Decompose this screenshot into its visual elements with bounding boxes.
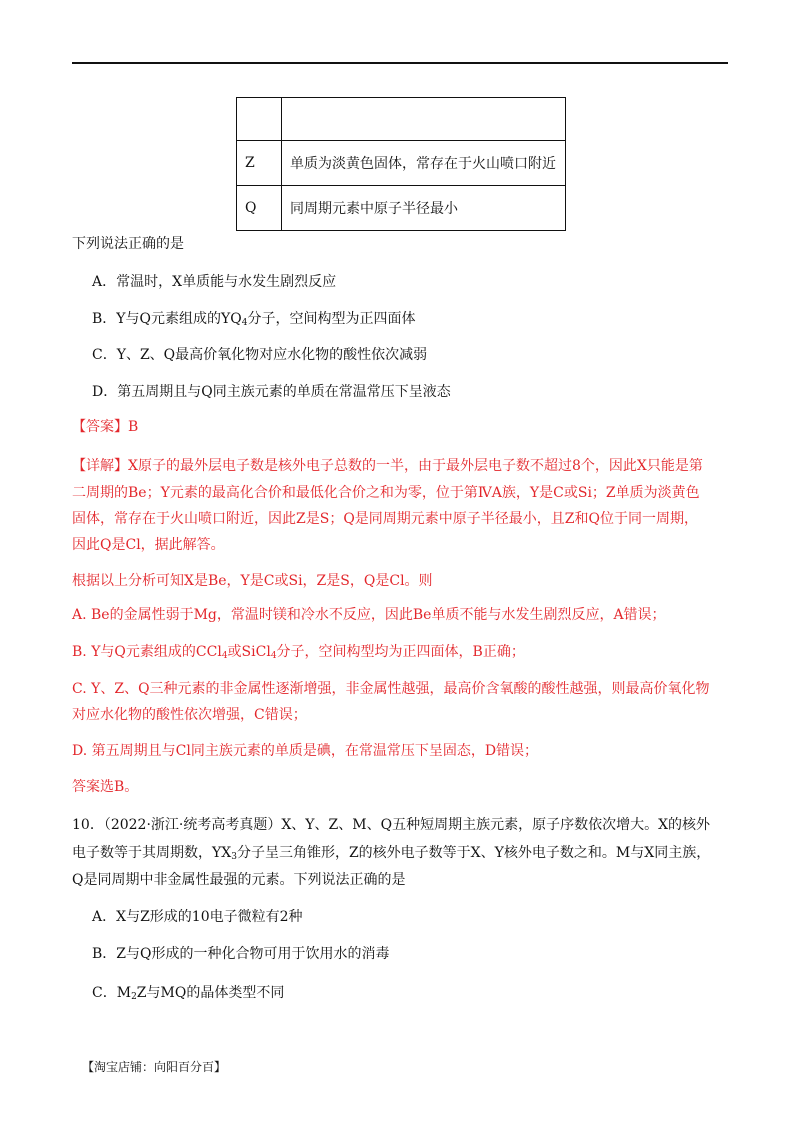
answer-b-tail: 分子，空间构型均为正四面体，B正确； — [276, 644, 525, 660]
formula: YX — [212, 845, 232, 861]
table-cell-value: 同周期元素中原子半径最小 — [282, 186, 566, 231]
q10-line-text: 电子数等于其周期数， — [72, 845, 212, 861]
element-table — [236, 97, 566, 231]
q10-option-b: B．Z与Q形成的一种化合物可用于饮用水的消毒 — [92, 946, 390, 962]
detail-line: 因此Q是Cl，据此解答。 — [72, 537, 225, 553]
table-cell-key — [237, 98, 282, 141]
q10-option-c — [92, 983, 284, 1007]
answer-label: 【答案】B — [72, 419, 139, 435]
detail-line: 固体，常存在于火山喷口附近，因此Z是S；Q是同周期元素中原子半径最小，且Z和Q位于同一周期， — [72, 511, 698, 527]
answer-final: 答案选B。 — [72, 779, 139, 795]
q9-option-b-text: B．Y与Q元素组成的YQ — [92, 311, 242, 327]
detail-line: 二周期的Be；Y元素的最高化合价和最低化合价之和为零，位于第ⅣA族，Y是C或Si；Z单质为淡黄色 — [72, 485, 700, 501]
footer-shop: 【淘宝店铺：向阳百分百】 — [82, 1060, 227, 1074]
answer-b — [72, 642, 525, 666]
answer-d: D. 第五周期且与Cl同主族元素的单质是碘，在常温常压下呈固态，D错误； — [72, 743, 539, 759]
analysis-line: 根据以上分析可知X是Be，Y是C或Si，Z是S，Q是Cl。则 — [72, 573, 433, 589]
header-rule — [72, 62, 728, 64]
table-cell-key: Z — [237, 141, 282, 186]
q10-line: Q是同周期中非金属性最强的元素。下列说法正确的是 — [72, 872, 406, 888]
answer-a: A. Be的金属性弱于Mg，常温时镁和冷水不反应，因此Be单质不能与水发生剧烈反应，A错误； — [72, 607, 666, 623]
answer-b-mid: 或SiCl — [227, 644, 271, 660]
q9-option-d: D．第五周期且与Q同主族元素的单质在常温常压下呈液态 — [92, 384, 451, 400]
q10-option-c-tail: 的晶体类型不同 — [186, 985, 285, 1001]
answer-c-line: C. Y、Z、Q三种元素的非金属性逐渐增强，非金属性越强，最高价含氧酸的酸性越强，则最高价氧化物 — [72, 681, 710, 697]
q10-line — [72, 843, 710, 867]
subscript: 4 — [270, 651, 277, 661]
table-row — [237, 98, 566, 141]
table-row — [237, 141, 566, 186]
answer-c-line: 对应水化物的酸性依次增强，C错误； — [72, 707, 307, 723]
q9-option-a: A．常温时，X单质能与水发生剧烈反应 — [92, 274, 337, 290]
q10-line: 10．（2022·浙江·统考高考真题）X、Y、Z、M、Q五种短周期主族元素，原子序数依次增大。X的核外 — [72, 817, 711, 833]
q10-line-tail: 分子呈三角锥形，Z的核外电子数等于X、Y核外电子数之和。M与X同主族， — [236, 845, 711, 861]
subscript: 4 — [221, 651, 228, 661]
q10-option-c-mid: 与 — [146, 985, 161, 1001]
q10-option-a: A．X与Z形成的10电子微粒有2种 — [92, 909, 303, 925]
answer-b-text: B. Y与Q元素组成的CCl — [72, 644, 222, 660]
table-cell-value: 单质为淡黄色固体，常存在于火山喷口附近 — [282, 141, 566, 186]
q10-option-c-label: C． — [92, 985, 117, 1001]
subscript: 3 — [231, 852, 237, 862]
q9-option-b — [92, 309, 415, 333]
q9-option-b-tail: 分子，空间构型为正四面体 — [247, 311, 416, 327]
table-cell-value — [282, 98, 566, 141]
subscript: 2 — [131, 992, 137, 1002]
table-cell-key: Q — [237, 186, 282, 231]
formula: MQ — [160, 985, 187, 1001]
formula: Z — [136, 985, 147, 1001]
detail-line: 【详解】X原子的最外层电子数是核外电子总数的一半，由于最外层电子数不超过8个，因此X只能是第 — [72, 458, 703, 474]
subscript: 4 — [241, 318, 248, 328]
q9-stem: 下列说法正确的是 — [72, 236, 184, 252]
table-row — [237, 186, 566, 231]
q9-option-c: C．Y、Z、Q最高价氧化物对应水化物的酸性依次减弱 — [92, 347, 428, 363]
formula: M — [116, 985, 132, 1001]
